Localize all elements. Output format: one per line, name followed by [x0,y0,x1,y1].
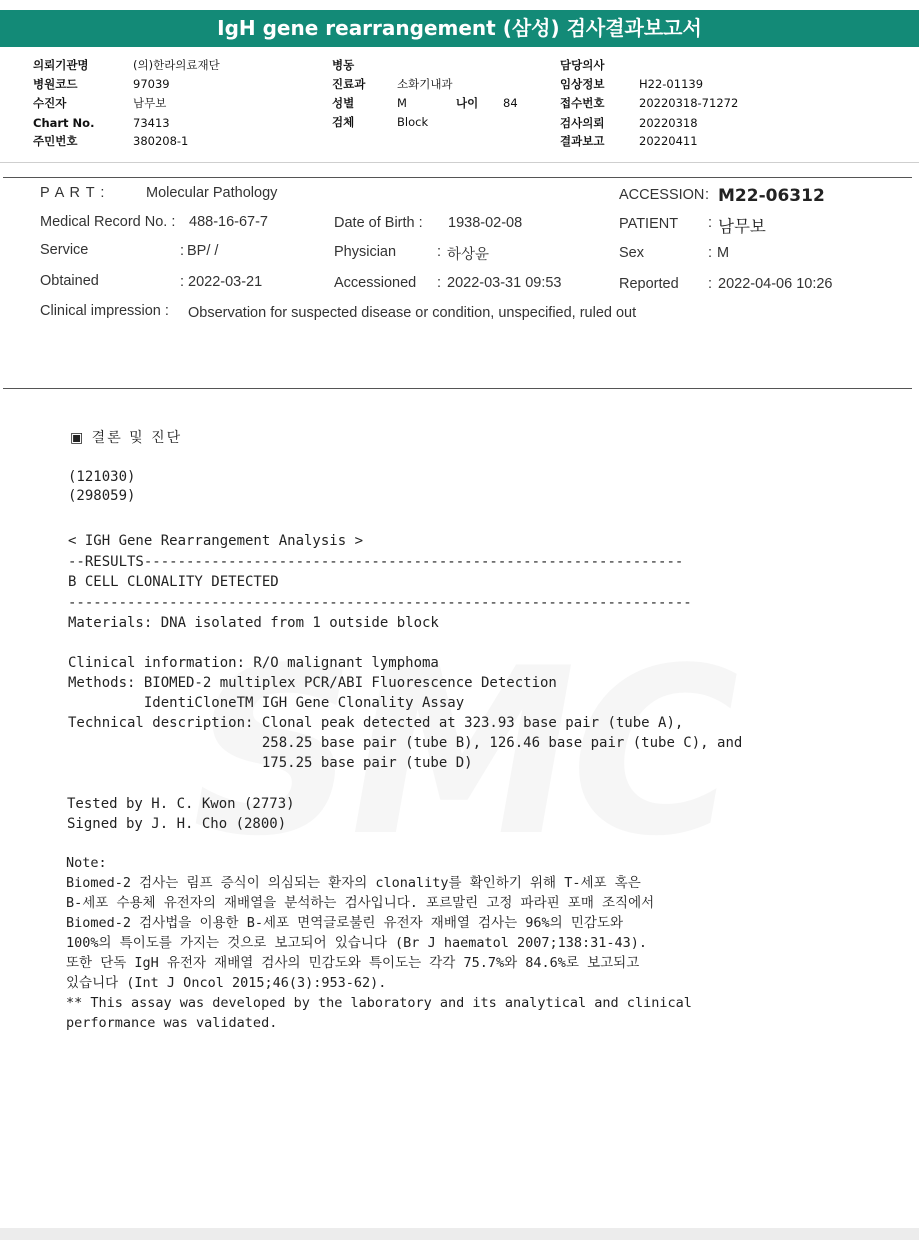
header-value-request-date: 20220318 [639,116,698,130]
header-value-specimen: Block [397,115,429,129]
accessioned-value: 2022-03-31 09:53 [447,275,562,291]
mrn-label: Medical Record No. : [40,214,176,230]
note-text: Note: Biomed-2 검사는 림프 증식이 의심되는 환자의 clonality를 확인하기 위해 T-세포 혹은 B-세포 수용체 유전자의 재배열을 분석하는 검사입니다. 포르말린 고정 파라핀 포매 조직에서 Biomed-2 검사법을 이용한 B-세포 면역글로불린 유전자 재배열 검사는 96%의 민감도와 100%의 특이도를 가지는 것으로 보고되어 있습니다 (Br J haematol 2007;138:31-43). 또한 단독 IgH 유전자 재배열 검사의 민감도와 특이도는 각각 75.7%와 84.6%로 보고되고 있습니다 (Int J Oncol 2015;46(3):953-62). ** This assay was developed by the laboratory and its analytical and clinical performance was validated. [66,855,692,1031]
header-label-age: 나이 [456,96,479,110]
report-bottom-rule [3,388,912,389]
dob-value: 1938-02-08 [448,215,523,231]
service-value: BP/ / [187,243,219,259]
report-top-rule [3,177,912,178]
header-divider [0,162,919,163]
header-value-clinical-info: H22-01139 [639,77,704,91]
header-label-receipt-no: 접수번호 [560,96,605,110]
reported-label: Reported [619,276,679,292]
header-value-receipt-no: 20220318-71272 [639,96,739,110]
section-title: ▣ 결론 및 진단 [70,430,183,446]
header-label-chart-no: Chart No. [33,116,95,130]
dob-label: Date of Birth : [334,215,423,231]
service-colon: : [180,243,185,259]
header-value-age: 84 [503,96,518,110]
header-label-sex: 성별 [332,96,355,110]
header-label-doctor: 담당의사 [560,58,605,72]
patient-label: PATIENT [619,216,679,232]
header-label-request-date: 검사의뢰 [560,116,605,130]
sex-colon: : [708,245,713,261]
header-value-sex: M [397,96,407,110]
diagnosis-codes: (121030) (298059) [68,469,136,504]
header-label-institution: 의뢰기관명 [33,58,89,72]
accession-colon: : [705,187,710,203]
accessioned-label: Accessioned [334,275,417,291]
header-value-chart-no: 73413 [133,116,170,130]
header-value-institution: (의)한라의료재단 [133,58,220,72]
header-value-department: 소화기내과 [397,77,453,91]
physician-value: 하상윤 [447,247,490,263]
reported-value: 2022-04-06 10:26 [718,276,833,292]
analysis-results: < IGH Gene Rearrangement Analysis > --RESULTS---------------------------------------------------------------- B CELL CLONALITY DETECTED -------------------------------------------------------------------------- Materials: DNA isolated from 1 outside block [68,533,692,631]
report-title: IgH gene rearrangement (삼성) 검사결과보고서 [0,10,919,47]
part-label: P A R T : [40,185,106,201]
header-value-report-date: 20220411 [639,134,698,148]
header-value-resident-no: 380208-1 [133,134,189,148]
accession-value: M22-06312 [718,186,825,206]
impression-value: Observation for suspected disease or condition, unspecified, ruled out [188,305,637,321]
header-label-report-date: 결과보고 [560,134,605,148]
obtained-colon: : [180,274,185,290]
sex-label: Sex [619,245,644,261]
header-label-hospital-code: 병원코드 [33,77,78,91]
mrn-value: 488-16-67-7 [189,214,268,230]
header-value-hospital-code: 97039 [133,77,170,91]
accession-label: ACCESSION [619,187,705,203]
sex-value: M [717,245,730,261]
accessioned-colon: : [437,275,442,291]
reported-colon: : [708,276,713,292]
service-label: Service [40,242,89,258]
impression-label: Clinical impression : [40,303,169,319]
footer-band [0,1228,919,1240]
header-label-clinical-info: 임상정보 [560,77,605,91]
signatures: Tested by H. C. Kwon (2773) Signed by J. H. Cho (2800) [67,796,295,832]
clinical-information: Clinical information: R/O malignant lymphoma Methods: BIOMED-2 multiplex PCR/ABI Fluorescence Detection IdentiCloneTM IGH Gene Clonality Assay Technical description: Clonal peak detected at 323.93 base pair (tube A), 258.25 base pair (tube B), 126.46 base pair (tube C), and 175.25 base pair (tube D) [68,655,743,771]
header-label-patient: 수진자 [33,96,67,110]
part-value: Molecular Pathology [146,185,278,201]
patient-value: 남무보 [718,218,766,236]
physician-colon: : [437,244,442,260]
header-label-resident-no: 주민번호 [33,134,78,148]
header-label-specimen: 검체 [332,115,355,129]
obtained-value: 2022-03-21 [188,274,263,290]
header-value-patient: 남무보 [133,96,167,110]
header-label-department: 진료과 [332,77,366,91]
patient-colon: : [708,215,713,231]
physician-label: Physician [334,244,397,260]
obtained-label: Obtained [40,273,99,289]
header-label-ward: 병동 [332,58,355,72]
